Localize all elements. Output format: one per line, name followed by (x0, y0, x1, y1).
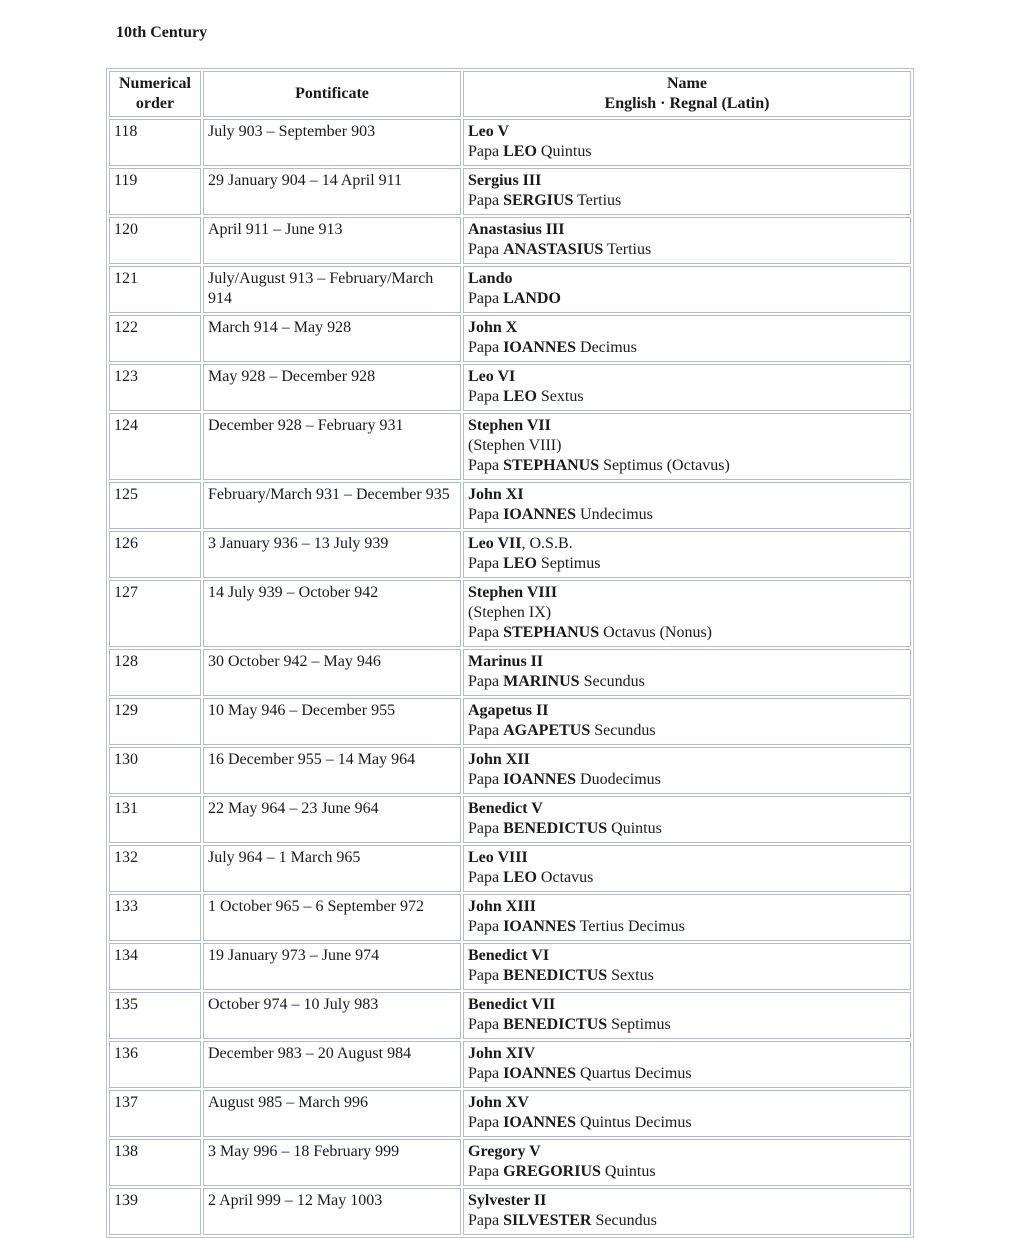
regnal-prefix: Papa (468, 192, 500, 209)
regnal-prefix: Papa (468, 555, 500, 572)
pontificate-cell: 22 May 964 – 23 June 964 (203, 796, 461, 843)
regnal-prefix: Papa (468, 339, 500, 356)
name-cell (463, 1090, 911, 1137)
regnal-ordinal: Septimus (611, 1016, 671, 1033)
regnal-prefix: Papa (468, 918, 500, 935)
popes-table (106, 68, 914, 1238)
regnal-latin-name (468, 456, 907, 476)
pontificate-cell: July 903 – September 903 (203, 119, 461, 166)
regnal-prefix: Papa (468, 771, 500, 788)
english-name-text: Stephen VIII (468, 584, 558, 601)
pontificate-cell: April 911 – June 913 (203, 217, 461, 264)
name-header-line1: Name (667, 75, 707, 92)
name-header-line2: English · Regnal (Latin) (604, 95, 770, 112)
numerical-order-cell: 131 (109, 796, 201, 843)
name-cell (463, 531, 911, 578)
regnal-name: IOANNES (503, 339, 577, 356)
english-name-text: Leo VI (468, 368, 516, 385)
regnal-latin-name (468, 240, 907, 260)
popes-table-container (106, 68, 914, 1238)
name-cell (463, 649, 911, 696)
name-cell (463, 266, 911, 313)
regnal-name: STEPHANUS (503, 457, 600, 474)
regnal-latin-name (468, 721, 907, 741)
regnal-ordinal: Quintus (540, 143, 592, 160)
regnal-prefix: Papa (468, 143, 500, 160)
numerical-order-cell: 125 (109, 482, 201, 529)
name-cell (463, 1188, 911, 1235)
numerical-order-cell: 135 (109, 992, 201, 1039)
pontificate-cell: July 964 – 1 March 965 (203, 845, 461, 892)
regnal-name: IOANNES (503, 1114, 577, 1131)
english-name (468, 1044, 907, 1064)
regnal-name: SERGIUS (503, 192, 574, 209)
regnal-prefix: Papa (468, 967, 500, 984)
regnal-ordinal: Secundus (595, 1212, 657, 1229)
name-cell (463, 943, 911, 990)
regnal-prefix: Papa (468, 1016, 500, 1033)
table-row (109, 266, 911, 313)
regnal-ordinal: Tertius (577, 192, 622, 209)
table-header-row (109, 71, 911, 117)
regnal-name: STEPHANUS (503, 624, 600, 641)
english-name-text: Benedict VII (468, 996, 556, 1013)
english-name-text: John XIV (468, 1045, 536, 1062)
regnal-prefix: Papa (468, 506, 500, 523)
column-header-name (463, 71, 911, 117)
pontificate-cell: 2 April 999 – 12 May 1003 (203, 1188, 461, 1235)
regnal-name: IOANNES (503, 506, 577, 523)
numerical-order-cell: 139 (109, 1188, 201, 1235)
regnal-name: BENEDICTUS (503, 820, 608, 837)
english-name (468, 1191, 907, 1211)
regnal-prefix: Papa (468, 1114, 500, 1131)
regnal-prefix: Papa (468, 1163, 500, 1180)
table-row (109, 580, 911, 647)
english-name (468, 416, 907, 436)
regnal-latin-name (468, 623, 907, 643)
english-name-text: Lando (468, 270, 513, 287)
english-name-text: Leo VII (468, 535, 522, 552)
regnal-latin-name (468, 917, 907, 937)
english-name (468, 220, 907, 240)
regnal-prefix: Papa (468, 673, 500, 690)
name-cell (463, 364, 911, 411)
pontificate-cell: December 983 – 20 August 984 (203, 1041, 461, 1088)
name-cell (463, 315, 911, 362)
name-cell (463, 580, 911, 647)
english-name-text: Anastasius III (468, 221, 565, 238)
table-row (109, 1139, 911, 1186)
regnal-name: ANASTASIUS (503, 241, 604, 258)
regnal-name: GREGORIUS (503, 1163, 601, 1180)
table-row (109, 894, 911, 941)
regnal-name: SILVESTER (503, 1212, 592, 1229)
regnal-name: LEO (503, 555, 537, 572)
name-cell (463, 747, 911, 794)
regnal-latin-name (468, 191, 907, 211)
regnal-ordinal: Octavus (Nonus) (603, 624, 713, 641)
english-name (468, 122, 907, 142)
regnal-ordinal: Secundus (583, 673, 645, 690)
numerical-order-cell: 126 (109, 531, 201, 578)
table-row (109, 796, 911, 843)
english-name (468, 171, 907, 191)
english-name-suffix: , O.S.B. (521, 535, 573, 552)
table-body (109, 119, 911, 1235)
regnal-ordinal: Sextus (540, 388, 584, 405)
english-name-text: Stephen VII (468, 417, 551, 434)
english-name-text: John XII (468, 751, 530, 768)
table-row (109, 943, 911, 990)
regnal-latin-name (468, 1211, 907, 1231)
name-cell (463, 168, 911, 215)
pontificate-cell: 3 May 996 – 18 February 999 (203, 1139, 461, 1186)
regnal-prefix: Papa (468, 624, 500, 641)
regnal-ordinal: Quartus Decimus (580, 1065, 692, 1082)
regnal-name: MARINUS (503, 673, 580, 690)
numerical-order-cell: 130 (109, 747, 201, 794)
numerical-order-cell: 123 (109, 364, 201, 411)
english-name (468, 1093, 907, 1113)
english-name (468, 652, 907, 672)
english-name (468, 269, 907, 289)
regnal-ordinal: Sextus (611, 967, 654, 984)
regnal-latin-name (468, 338, 907, 358)
pontificate-cell: 3 January 936 – 13 July 939 (203, 531, 461, 578)
pontificate-cell: 30 October 942 – May 946 (203, 649, 461, 696)
numerical-order-cell: 133 (109, 894, 201, 941)
order-header-line2: order (135, 95, 175, 112)
order-header-line1: Numerical (119, 75, 191, 92)
english-name-text: Agapetus II (468, 702, 549, 719)
regnal-latin-name (468, 868, 907, 888)
table-row (109, 1090, 911, 1137)
regnal-name: AGAPETUS (503, 722, 591, 739)
name-cell (463, 413, 911, 480)
english-name (468, 485, 907, 505)
numerical-order-cell: 122 (109, 315, 201, 362)
numerical-order-cell: 124 (109, 413, 201, 480)
table-row (109, 1041, 911, 1088)
regnal-prefix: Papa (468, 388, 500, 405)
english-name (468, 946, 907, 966)
regnal-latin-name (468, 819, 907, 839)
english-name-text: John XV (468, 1094, 529, 1111)
numerical-order-cell: 128 (109, 649, 201, 696)
regnal-ordinal: Quintus Decimus (580, 1114, 692, 1131)
pontificate-cell: 19 January 973 – June 974 (203, 943, 461, 990)
table-row (109, 413, 911, 480)
pontificate-cell: July/August 913 – February/March 914 (203, 266, 461, 313)
table-row (109, 649, 911, 696)
english-name (468, 367, 907, 387)
name-cell (463, 482, 911, 529)
english-name (468, 897, 907, 917)
regnal-latin-name (468, 1113, 907, 1133)
regnal-prefix: Papa (468, 722, 500, 739)
page-title: 10th Century (116, 24, 208, 41)
regnal-latin-name (468, 387, 907, 407)
name-cell (463, 1139, 911, 1186)
name-cell (463, 845, 911, 892)
english-name (468, 750, 907, 770)
regnal-ordinal: Secundus (594, 722, 656, 739)
english-name-text: Leo V (468, 123, 510, 140)
pontificate-cell: 16 December 955 – 14 May 964 (203, 747, 461, 794)
table-row (109, 845, 911, 892)
name-cell (463, 796, 911, 843)
regnal-name: LANDO (503, 290, 561, 307)
pontificate-cell: 14 July 939 – October 942 (203, 580, 461, 647)
regnal-prefix: Papa (468, 1212, 500, 1229)
name-cell (463, 992, 911, 1039)
name-cell (463, 119, 911, 166)
english-name-text: Benedict VI (468, 947, 550, 964)
regnal-prefix: Papa (468, 869, 500, 886)
pontificate-cell: August 985 – March 996 (203, 1090, 461, 1137)
regnal-ordinal: Septimus (540, 555, 601, 572)
regnal-ordinal: Quintus (611, 820, 662, 837)
regnal-ordinal: Tertius (607, 241, 652, 258)
column-header-pontificate (203, 71, 461, 117)
regnal-prefix: Papa (468, 241, 500, 258)
english-name-text: John XIII (468, 898, 537, 915)
regnal-latin-name (468, 505, 907, 525)
table-row (109, 119, 911, 166)
regnal-name: LEO (503, 869, 537, 886)
alternate-numbering-note: (Stephen IX) (468, 604, 552, 621)
column-header-numerical-order (109, 71, 201, 117)
regnal-name: LEO (503, 143, 537, 160)
english-name (468, 318, 907, 338)
regnal-latin-name (468, 1015, 907, 1035)
pontificate-cell: 1 October 965 – 6 September 972 (203, 894, 461, 941)
numerical-order-cell: 134 (109, 943, 201, 990)
pontificate-header: Pontificate (295, 85, 369, 102)
regnal-latin-name (468, 554, 907, 574)
name-cell (463, 698, 911, 745)
numerical-order-cell: 137 (109, 1090, 201, 1137)
numerical-order-cell: 120 (109, 217, 201, 264)
numerical-order-cell: 119 (109, 168, 201, 215)
numerical-order-cell: 132 (109, 845, 201, 892)
table-row (109, 747, 911, 794)
table-row (109, 364, 911, 411)
name-cell (463, 1041, 911, 1088)
table-row (109, 482, 911, 529)
regnal-latin-name (468, 289, 907, 309)
regnal-ordinal: Duodecimus (580, 771, 661, 788)
english-name-text: Marinus II (468, 653, 544, 670)
name-cell (463, 894, 911, 941)
regnal-ordinal: Octavus (540, 869, 594, 886)
numerical-order-cell: 129 (109, 698, 201, 745)
english-name-text: Gregory V (468, 1143, 541, 1160)
regnal-name: LEO (503, 388, 537, 405)
pontificate-cell: 10 May 946 – December 955 (203, 698, 461, 745)
english-name-text: John XI (468, 486, 524, 503)
numerical-order-cell: 127 (109, 580, 201, 647)
english-name (468, 848, 907, 868)
table-row (109, 992, 911, 1039)
regnal-latin-name (468, 966, 907, 986)
english-name-text: John X (468, 319, 518, 336)
regnal-prefix: Papa (468, 290, 500, 307)
table-row (109, 315, 911, 362)
regnal-ordinal: Quintus (604, 1163, 656, 1180)
pontificate-cell: May 928 – December 928 (203, 364, 461, 411)
regnal-ordinal: Undecimus (580, 506, 653, 523)
regnal-latin-name (468, 142, 907, 162)
english-name (468, 583, 907, 603)
table-row (109, 168, 911, 215)
pontificate-cell: December 928 – February 931 (203, 413, 461, 480)
regnal-latin-name (468, 1162, 907, 1182)
regnal-name: IOANNES (503, 918, 577, 935)
regnal-prefix: Papa (468, 1065, 500, 1082)
pontificate-cell: February/March 931 – December 935 (203, 482, 461, 529)
pontificate-cell: March 914 – May 928 (203, 315, 461, 362)
numerical-order-cell: 121 (109, 266, 201, 313)
english-name-text: Sergius III (468, 172, 542, 189)
english-name (468, 534, 907, 554)
regnal-latin-name (468, 672, 907, 692)
regnal-ordinal: Septimus (Octavus) (603, 457, 730, 474)
regnal-name: BENEDICTUS (503, 967, 608, 984)
english-name (468, 799, 907, 819)
alternate-numbering-note: (Stephen VIII) (468, 437, 562, 454)
regnal-name: BENEDICTUS (503, 1016, 608, 1033)
pontificate-cell: October 974 – 10 July 983 (203, 992, 461, 1039)
regnal-ordinal: Decimus (580, 339, 637, 356)
english-name (468, 701, 907, 721)
english-name-text: Sylvester II (468, 1192, 547, 1209)
regnal-prefix: Papa (468, 820, 500, 837)
regnal-latin-name (468, 770, 907, 790)
regnal-latin-name (468, 1064, 907, 1084)
table-row (109, 698, 911, 745)
name-cell (463, 217, 911, 264)
numerical-order-cell: 138 (109, 1139, 201, 1186)
table-row (109, 217, 911, 264)
english-name (468, 995, 907, 1015)
table-row (109, 1188, 911, 1235)
english-name-text: Leo VIII (468, 849, 528, 866)
regnal-name: IOANNES (503, 771, 577, 788)
regnal-prefix: Papa (468, 457, 500, 474)
numerical-order-cell: 118 (109, 119, 201, 166)
english-name (468, 1142, 907, 1162)
table-row (109, 531, 911, 578)
english-name-text: Benedict V (468, 800, 543, 817)
regnal-name: IOANNES (503, 1065, 577, 1082)
regnal-ordinal: Tertius Decimus (579, 918, 685, 935)
numerical-order-cell: 136 (109, 1041, 201, 1088)
pontificate-cell: 29 January 904 – 14 April 911 (203, 168, 461, 215)
